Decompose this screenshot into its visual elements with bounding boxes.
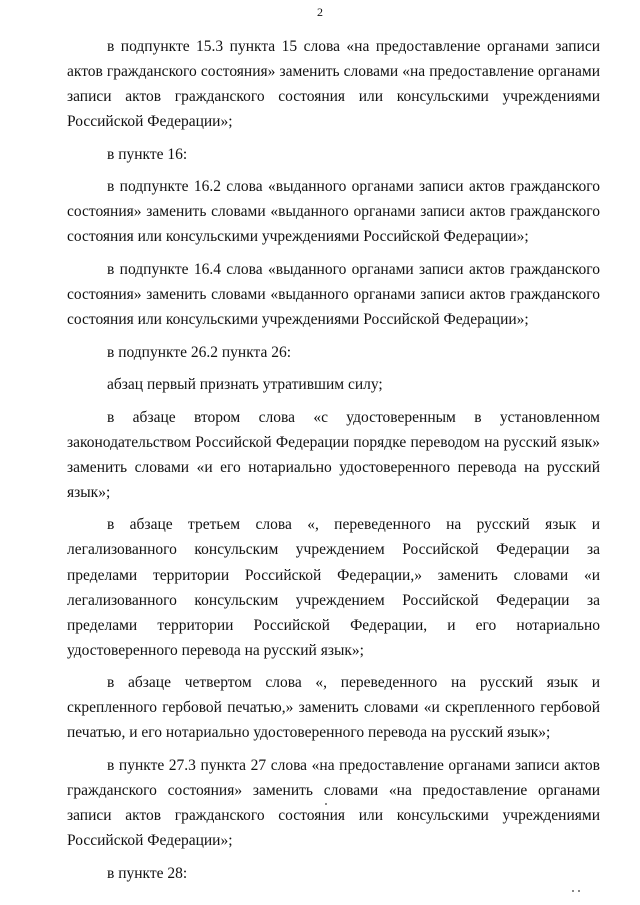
paragraph-9: в абзаце четвертом слова «, переведенного на русский язык и скрепленного гербовой печатью,» заменить словами «и скрепленного гербовой печатью, и его нотариально удостоверенного перевода на русский язык»; — [67, 674, 600, 742]
paragraph-5: в подпункте 26.2 пункта 26: — [107, 343, 292, 361]
paragraph-1: в подпункте 15.3 пункта 15 слова «на предоставление органами записи актов гражданского состояния» заменить словами «на предоставление органами записи актов гражданского состояния или консульскими учреждениями Российской Федерации»; — [67, 38, 600, 131]
document-body — [67, 34, 600, 886]
scan-speck — [325, 803, 327, 805]
paragraph-11: в пункте 28: — [107, 864, 188, 882]
paragraph-2: в пункте 16: — [107, 145, 188, 163]
paragraph-3: в подпункте 16.2 слова «выданного органами записи актов гражданского состояния» заменить словами «выданного органами записи актов гражданского состояния или консульскими учреждениями Российской Федерации»; — [67, 178, 600, 246]
paragraph-10: в пункте 27.3 пункта 27 слова «на предоставление органами записи актов гражданского состояния» заменить словами «на предоставление органами записи актов гражданского состояния или консульскими учреждениями Российской Федерации»; — [67, 756, 600, 850]
page-number: 2 — [317, 5, 323, 19]
scan-speck — [578, 890, 580, 892]
paragraph-4: в подпункте 16.4 слова «выданного органами записи актов гражданского состояния» заменить словами «выданного органами записи актов гражданского состояния или консульскими учреждениями Российской Федерации»; — [67, 260, 600, 329]
scan-speck — [572, 890, 574, 892]
paragraph-8: в абзаце третьем слова «, переведенного на русский язык и легализованного консульским учреждением Российской Федерации за пределами территории Российской Федерации,» заменить словами «и легализованного консульским учреждением Российской Федерации за пределами территории Российской Федерации, и его нотариально удостоверенного перевода на русский язык»; — [67, 516, 600, 659]
paragraph-6: абзац первый признать утратившим силу; — [107, 376, 383, 394]
paragraph-7: в абзаце втором слова «с удостоверенным в установленном законодательством Российской Федерации порядке переводом на русский язык» заменить словами «и его нотариально удостоверенного перевода на русский язык»; — [67, 408, 600, 501]
